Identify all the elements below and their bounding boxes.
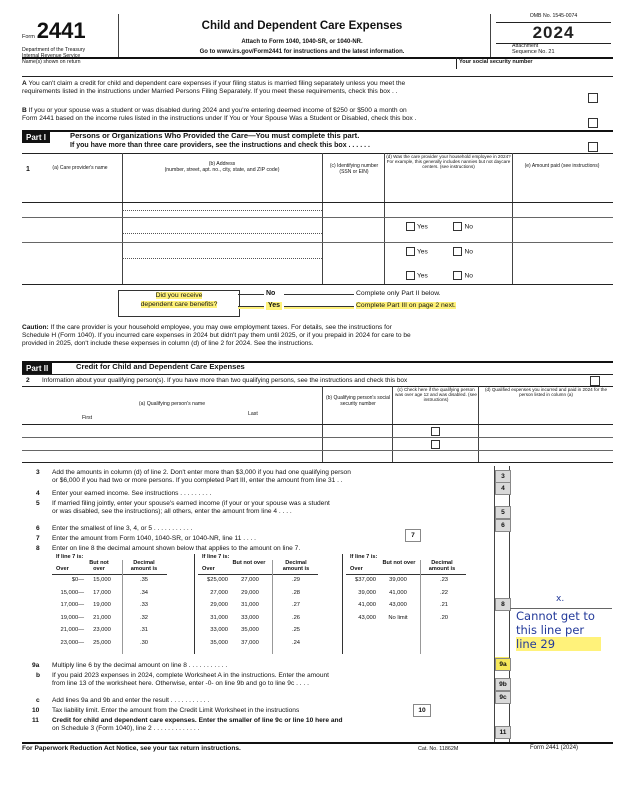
line-2-text: Information about your qualifying person(s). If you have more than two qualifying persons, see the instructions and check this box <box>42 377 408 384</box>
provider-2-no-label: No <box>464 248 473 256</box>
range-but-not-over: 21,000 <box>93 614 111 621</box>
range-but-not-over: 25,000 <box>93 640 111 646</box>
catalog-number: Cat. No. 11862M <box>418 746 459 752</box>
range-but-not-over: 41,000 <box>389 589 407 596</box>
decimal-amount: .21 <box>439 602 449 609</box>
decimal-amount: .22 <box>439 589 449 596</box>
form-title: Child and Dependent Care Expenses <box>201 20 403 32</box>
line-10-box: 10 <box>413 704 431 717</box>
range-over: 31,000 <box>210 614 228 621</box>
handwritten-note <box>516 610 601 651</box>
t1-but-not-over: But not over <box>89 560 109 573</box>
line-a <box>22 80 582 95</box>
footer-form-label: Form 2441 (2024) <box>530 745 579 751</box>
table-2-if7: If line 7 is: <box>202 554 230 560</box>
line-5-number: 5 <box>36 500 40 507</box>
caution-text-2: Schedule H (Form 1040). If you incurred care expenses in 2024 but didn't pay them until 2025, or if you prepaid in 2024 for care to be <box>22 331 411 339</box>
col-b-detail: (number, street, apt. no., city, state, and ZIP code) <box>164 166 280 173</box>
sequence-number: Sequence No. 21 <box>512 49 555 56</box>
decimal-amount: .28 <box>291 589 301 596</box>
provider-1-yes-checkbox[interactable] <box>406 222 415 231</box>
provider-3-no-label: No <box>464 272 473 280</box>
range-over: 33,000 <box>210 627 228 634</box>
line-b-text-2: Form 2441 based on the income rules listed in the instructions under If You or Your Spouse Was a Student or Disabled, check this box . <box>22 114 417 122</box>
line-3-number: 3 <box>36 469 40 476</box>
decimal-amount: .35 <box>139 577 149 583</box>
attachment-label: Attachment <box>512 42 539 49</box>
provider-2-yes-label: Yes <box>417 248 428 256</box>
handwritten-note-line-2: this line per <box>516 622 585 637</box>
line-9a-box: 9a <box>495 658 511 671</box>
t2-but-not-over: But not over <box>232 560 266 566</box>
line-9c-text: Add lines 9a and 9b and enter the result . . . . . . . . . . . <box>52 697 210 704</box>
line-a-text-1: You can't claim a credit for child and dependent care expenses if your filing status is married filing separately unless you meet the <box>28 80 406 87</box>
handwritten-note-line-1: Cannot get to <box>516 609 595 623</box>
line-5-text <box>52 500 492 515</box>
table-1-if7: If line 7 is: <box>56 554 84 560</box>
range-but-not-over: 37,000 <box>241 640 259 646</box>
range-over: 39,000 <box>358 589 376 596</box>
range-over: $0— <box>71 577 84 583</box>
line-a-checkbox[interactable] <box>588 93 598 103</box>
t3-but-not-over: But not over <box>382 560 416 566</box>
provider-1-employee-choice <box>406 222 473 231</box>
line-9a-number: 9a <box>32 662 40 669</box>
decimal-amount: .29 <box>291 577 301 583</box>
names-label: Name(s) shown on return <box>22 59 81 65</box>
no-branch-label: No <box>266 290 276 297</box>
line-5-box: 5 <box>495 506 511 519</box>
decimal-amount: .24 <box>291 640 301 646</box>
form-word: Form <box>22 34 35 40</box>
form-2441-page <box>22 14 613 759</box>
line-3-box: 3 <box>495 470 511 483</box>
decimal-table-row <box>52 640 192 651</box>
range-but-not-over: 31,000 <box>241 602 259 609</box>
decimal-table-row <box>52 627 192 638</box>
question-line-2: dependent care benefits? <box>140 300 218 308</box>
range-but-not-over: 43,000 <box>389 602 407 609</box>
range-but-not-over: 23,000 <box>93 627 111 634</box>
range-but-not-over: 33,000 <box>241 614 259 621</box>
decimal-table <box>52 554 472 656</box>
department-line-2: Internal Revenue Service <box>22 53 81 60</box>
range-over: 35,000 <box>210 640 228 646</box>
range-over: 17,000— <box>60 602 84 609</box>
range-but-not-over: 15,000 <box>93 577 111 583</box>
qp-col-c-header: (c) Check here if the qualifying person was over age 12 and was disabled. (see instructions) <box>395 387 477 403</box>
line-4-text: Enter your earned income. See instructions . . . . . . . . . <box>52 490 212 497</box>
line-6-box: 6 <box>495 519 511 532</box>
provider-3-yes-label: Yes <box>417 272 428 280</box>
paperwork-notice: For Paperwork Reduction Act Notice, see your tax return instructions. <box>22 745 241 752</box>
line-11-text <box>52 717 492 732</box>
range-over: 41,000 <box>358 602 376 609</box>
range-but-not-over: 17,000 <box>93 589 111 596</box>
yes-branch-result <box>356 302 456 310</box>
provider-1-yes-label: Yes <box>417 223 428 231</box>
range-but-not-over: 27,000 <box>241 577 259 583</box>
ssn-label: Your social security number <box>459 59 533 65</box>
line-11-text-1: Credit for child and dependent care expenses. Enter the smaller of line 9c or line 10 here and <box>52 717 343 724</box>
caution-text-1: If the care provider is your household employee, you may owe employment taxes. For details, see the instructions for <box>50 324 392 331</box>
handwritten-note-line-3: line 29 <box>516 637 601 651</box>
line-9a-text: Multiply line 6 by the decimal amount on line 8 . . . . . . . . . . . <box>52 662 228 669</box>
provider-3-yes-checkbox[interactable] <box>406 271 415 280</box>
decimal-table-row <box>52 602 192 613</box>
no-branch-result: Complete only Part II below. <box>356 290 441 297</box>
decimal-amount: .20 <box>439 614 449 621</box>
qp-first-label: First <box>82 415 93 421</box>
line-9c-number: c <box>36 697 40 704</box>
line-10-text: Tax liability limit. Enter the amount from the Credit Limit Worksheet in the instructions <box>52 707 300 714</box>
line-10-number: 10 <box>32 707 40 714</box>
range-over: 29,000 <box>210 602 228 609</box>
line-8-box: 8 <box>495 598 511 611</box>
line-9b-text-1: If you paid 2023 expenses in 2024, complete Worksheet A in the instructions. Enter the amount <box>52 672 329 679</box>
form-number: 2441 <box>36 18 86 43</box>
range-over: $37,000 <box>355 577 376 583</box>
t2-decimal: Decimal amount is <box>282 560 310 573</box>
caution-text-3: provided in 2025, don't include these expenses in column (d) of line 2 for 2024. See the instructions. <box>22 339 314 347</box>
question-line-1: Did you receive <box>155 292 203 299</box>
table-3-if7: If line 7 is: <box>350 554 378 560</box>
line-4-number: 4 <box>36 490 40 497</box>
col-e-header: (e) Amount paid (see instructions) <box>524 163 600 169</box>
handwritten-x-mark: x. <box>556 594 565 604</box>
decimal-table-row <box>346 602 486 613</box>
dependent-care-question <box>126 292 232 310</box>
decimal-table-row <box>52 590 192 601</box>
decimal-amount: .32 <box>139 614 149 621</box>
decimal-table-row <box>198 602 338 613</box>
range-over: 19,000— <box>60 614 84 621</box>
line-1-number: 1 <box>26 166 30 173</box>
col-d-header: (d) Was the care provider your household employee in 2024? For example, this generally includes nannies but not daycare centers. (see instructions) <box>386 154 511 170</box>
line-3-text <box>52 469 492 484</box>
line-5-text-2: or was disabled, see the instructions); all others, enter the amount from line 4 . . . . <box>52 507 292 515</box>
decimal-amount: .27 <box>291 602 301 609</box>
line-11-box: 11 <box>495 726 511 739</box>
part-1-more-providers-checkbox[interactable] <box>588 142 598 152</box>
line-6-text: Enter the smallest of line 3, 4, or 5 . . . . . . . . . . . <box>52 525 193 532</box>
t1-over: Over <box>56 566 69 572</box>
caution-label: Caution: <box>22 324 49 331</box>
decimal-amount: .26 <box>291 614 301 621</box>
line-11-number: 11 <box>32 717 39 724</box>
line-7-text: Enter the amount from Form 1040, 1040-SR, or 1040-NR, line 11 . . . . <box>52 535 257 542</box>
decimal-amount: .30 <box>139 640 149 646</box>
decimal-table-row <box>198 577 338 588</box>
decimal-table-row <box>52 577 192 588</box>
part-1-title: Persons or Organizations Who Provided the Care—You must complete this part. <box>70 131 360 140</box>
line-b-text-1: If you or your spouse was a student or was disabled during 2024 and you're entering deemed income of $250 or $500 a month on <box>28 107 407 114</box>
range-but-not-over: 35,000 <box>241 627 259 634</box>
decimal-table-row <box>52 615 192 626</box>
title-block <box>122 20 482 56</box>
caution-block <box>22 324 602 348</box>
omb-number: OMB No. 1545-0074 <box>529 13 578 19</box>
form-number-block <box>22 18 86 43</box>
line-b-letter: B <box>22 107 27 114</box>
decimal-table-row <box>198 590 338 601</box>
line-9b-box: 9b <box>495 678 511 691</box>
line-3-text-2: or $6,000 if you had two or more persons. If you completed Part III, enter the amount from line 31 . . <box>52 476 343 484</box>
range-over: 21,000— <box>60 627 84 634</box>
decimal-table-row <box>198 640 338 651</box>
range-but-not-over: No limit <box>388 614 408 621</box>
line-9b-text <box>52 672 492 687</box>
t3-decimal: Decimal amount is <box>428 560 456 573</box>
attach-note: Attach to Form 1040, 1040-SR, or 1040-NR. <box>241 39 363 46</box>
department-line-1: Department of the Treasury <box>22 47 86 53</box>
decimal-amount: .23 <box>439 577 449 583</box>
line-8-text: Enter on line 8 the decimal amount shown below that applies to the amount on line 7. <box>52 545 301 552</box>
t3-over: Over <box>350 566 363 572</box>
col-b-title: (b) Address <box>208 161 236 167</box>
qp-col-a-header: (a) Qualifying person's name <box>138 401 206 407</box>
t2-over: Over <box>202 566 215 572</box>
provider-2-yes-checkbox[interactable] <box>406 247 415 256</box>
decimal-amount: .33 <box>139 602 149 609</box>
line-b <box>22 107 582 122</box>
col-b-header <box>122 162 322 174</box>
range-but-not-over: 39,000 <box>389 577 407 583</box>
line-11-text-2: on Schedule 3 (Form 1040), line 2 . . . . . . . . . . . . . <box>52 724 200 732</box>
provider-2-employee-choice <box>406 247 473 256</box>
provider-3-employee-choice <box>406 271 473 280</box>
line-b-checkbox[interactable] <box>588 118 598 128</box>
decimal-table-row <box>346 615 486 626</box>
line-6-number: 6 <box>36 525 40 532</box>
decimal-table-row <box>198 627 338 638</box>
qp-col-d-header: (d) Qualified expenses you incurred and paid in 2024 for the person listed in column (a) <box>484 387 608 398</box>
decimal-table-row <box>198 615 338 626</box>
part-1-label: Part I <box>22 132 50 143</box>
qp-2-disabled-checkbox[interactable] <box>431 440 440 449</box>
line-a-letter: A <box>22 80 27 87</box>
range-over: $25,000 <box>207 577 228 583</box>
qp-1-disabled-checkbox[interactable] <box>431 427 440 436</box>
yes-branch-label: Yes <box>268 302 281 309</box>
line-2-number: 2 <box>26 377 30 384</box>
part-2-label: Part II <box>22 363 52 374</box>
provider-1-no-label: No <box>464 223 473 231</box>
range-over: 15,000— <box>60 589 84 596</box>
decimal-amount: .31 <box>139 627 149 634</box>
decimal-amount: .25 <box>291 627 301 634</box>
line-4-box: 4 <box>495 482 511 495</box>
range-over: 23,000— <box>60 640 84 646</box>
line-9b-text-2: from line 13 of the worksheet here. Otherwise, enter -0- on line 9b and go to line 9c . . . . <box>52 679 309 687</box>
provider-1-no-checkbox[interactable] <box>453 222 462 231</box>
line-7-number: 7 <box>36 535 40 542</box>
line-9b-number: b <box>36 672 41 679</box>
yes-branch-result-text: Complete Part III on page 2 next. <box>356 302 456 309</box>
line-a-text-2: requirements listed in the instructions under Married Persons Filing Separately. If you meet these requirements, check this box . . <box>22 87 398 95</box>
decimal-table-row <box>346 590 486 601</box>
line-7-box: 7 <box>405 529 421 542</box>
omb-block <box>496 14 611 56</box>
range-but-not-over: 29,000 <box>241 589 259 596</box>
line-2-more-persons-checkbox[interactable] <box>590 376 600 386</box>
provider-3-no-checkbox[interactable] <box>453 271 462 280</box>
range-over: 43,000 <box>358 614 376 621</box>
line-8-number: 8 <box>36 545 40 552</box>
range-but-not-over: 19,000 <box>93 602 111 609</box>
line-3-text-1: Add the amounts in column (d) of line 2. Don't enter more than $3,000 if you had one qualifying person <box>52 469 351 476</box>
provider-2-no-checkbox[interactable] <box>453 247 462 256</box>
decimal-table-row <box>346 577 486 588</box>
part-2-title: Credit for Child and Dependent Care Expenses <box>76 362 245 371</box>
qp-last-label: Last <box>248 411 258 417</box>
qp-col-b-header: (b) Qualifying person's social security number <box>325 395 391 407</box>
decimal-amount: .34 <box>139 589 149 596</box>
goto-note: Go to www.irs.gov/Form2441 for instructions and the latest information. <box>199 49 405 56</box>
col-a-header: (a) Care provider's name <box>52 165 108 171</box>
tax-year: 2024 <box>532 22 575 42</box>
range-over: 27,000 <box>210 589 228 596</box>
line-5-text-1: If married filing jointly, enter your spouse's earned income (if your or your spouse was a student <box>52 500 330 507</box>
line-9c-box: 9c <box>495 691 511 704</box>
t1-decimal: Decimal amount is <box>130 560 158 573</box>
part-1-subtitle: If you have more than three care providers, see the instructions and check this box . . . . . . <box>70 142 370 149</box>
col-c-header: (c) Identifying number (SSN or EIN) <box>329 163 379 175</box>
